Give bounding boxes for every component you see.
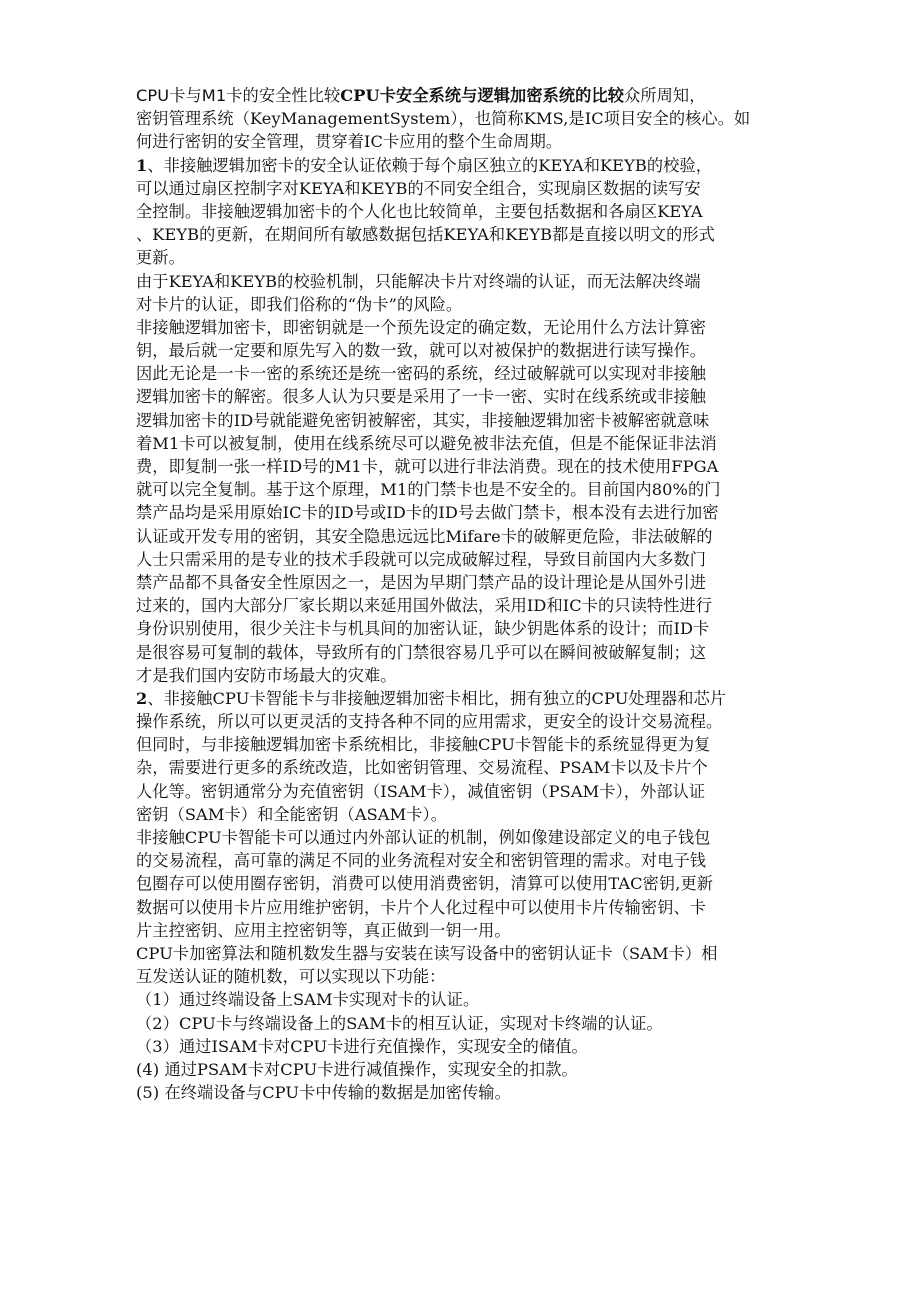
text-segment: CPU卡加密算法和随机数发生器与安装在读写设备中的密钥认证卡（SAM卡）相 [136,943,718,963]
text-segment: 着M1卡可以被复制，使用在线系统尽可以避免被非法充值，但是不能保证非法消 [136,433,717,453]
text-segment: 2 [136,688,148,708]
text-segment: 1 [136,155,148,175]
text-segment: 非接触逻辑加密卡，即密钥就是一个预先设定的确定数，无论用什么方法计算密 [136,317,707,337]
text-line [136,988,856,1011]
text-segment: 人士只需采用的是专业的技术手段就可以完成破解过程，导致目前国内大多数门 [136,549,707,569]
text-line [136,687,856,710]
text-segment: 包圈存可以使用圈存密钥，消费可以使用消费密钥，清算可以使用TAC密钥,更新 [136,874,714,894]
text-line [136,1035,856,1058]
text-line [136,548,856,571]
text-line [136,571,856,594]
text-segment: 身份识别使用，很少关注卡与机具间的加密认证，缺少钥匙体系的设计；而ID卡 [136,619,710,639]
text-line [136,432,856,455]
text-line [136,107,856,130]
text-segment: CPU卡安全系统与逻辑加密系统的比较 [340,86,625,105]
text-line [136,525,856,548]
text-line [136,664,856,687]
text-segment: 全控制。非接触逻辑加密卡的个人化也比较简单，主要包括数据和各扇区KEYA [136,201,703,221]
text-line [136,780,856,803]
text-line [136,362,856,385]
text-line [136,339,856,362]
text-segment: （2）CPU卡与终端设备上的SAM卡的相互认证，实现对卡终端的认证。 [136,1013,663,1033]
text-segment: 、非接触CPU卡智能卡与非接触逻辑加密卡相比，拥有独立的CPU处理器和芯片 [147,688,727,708]
text-line [136,849,856,872]
text-line [136,293,856,316]
text-line [136,455,856,478]
text-line [136,130,856,153]
text-line [136,270,856,293]
text-segment: 由于KEYA和KEYB的校验机制，只能解决卡片对终端的认证，而无法解决终端 [136,271,701,291]
text-line [136,872,856,895]
text-line [136,1081,856,1104]
text-line [136,385,856,408]
text-line [136,641,856,664]
text-line [136,154,856,177]
text-segment: CPU卡与M1卡的安全性比较 [136,86,341,105]
text-line [136,965,856,988]
text-segment: 的交易流程，高可靠的满足不同的业务流程对安全和密钥管理的需求。对电子钱 [136,851,707,871]
text-segment: (5) 在终端设备与CPU卡中传输的数据是加密传输。 [136,1083,511,1103]
text-line [136,409,856,432]
text-segment: 人化等。密钥通常分为充值密钥（ISAM卡），减值密钥（PSAM卡），外部认证 [136,781,706,801]
text-segment: 片主控密钥、应用主控密钥等，真正做到一钥一用。 [136,920,511,940]
text-segment: 禁产品都不具备安全性原因之一，是因为早期门禁产品的设计理论是从国外引进 [136,572,707,592]
text-segment: 逻辑加密卡的解密。很多人认为只要是采用了一卡一密、实时在线系统或非接触 [136,387,707,407]
document-body [136,84,856,1104]
text-segment: 可以通过扇区控制字对KEYA和KEYB的不同安全组合，实现扇区数据的读写安 [136,178,701,198]
text-segment: 逻辑加密卡的ID号就能避免密钥被解密，其实，非接触逻辑加密卡被解密就意味 [136,410,710,430]
text-segment: 认证或开发专用的密钥，其安全隐患远远比Mifare卡的破解更危险，非法破解的 [136,526,713,546]
text-segment: 操作系统，所以可以更灵活的支持各种不同的应用需求，更安全的设计交易流程。 [136,712,723,732]
text-line [136,896,856,919]
text-segment: 更新。 [136,248,185,268]
text-line [136,756,856,779]
text-line [136,826,856,849]
text-line [136,710,856,733]
text-segment: 、非接触逻辑加密卡的安全认证依赖于每个扇区独立的KEYA和KEYB的校验， [147,155,713,175]
text-segment: 是很容易可复制的载体，导致所有的门禁很容易几乎可以在瞬间被破解复制；这 [136,642,707,662]
text-segment: 对卡片的认证，即我们俗称的“伪卡”的风险。 [136,294,463,314]
text-line [136,1012,856,1035]
text-segment: 因此无论是一卡一密的系统还是统一密码的系统，经过破解就可以实现对非接触 [136,364,707,384]
text-segment: 但同时，与非接触逻辑加密卡系统相比，非接触CPU卡智能卡的系统显得更为复 [136,735,711,755]
text-segment: 互发送认证的随机数，可以实现以下功能： [136,967,446,987]
text-segment: 众所周知， [624,86,706,105]
text-line [136,84,856,107]
text-segment: 密钥（SAM卡）和全能密钥（ASAM卡）。 [136,804,448,824]
text-segment: （1）通过终端设备上SAM卡实现对卡的认证。 [136,990,480,1010]
text-line [136,617,856,640]
text-line [136,733,856,756]
text-segment: 就可以完全复制。基于这个原理，M1的门禁卡也是不安全的。目前国内80%的门 [136,480,721,500]
text-line [136,501,856,524]
text-segment: 何进行密钥的安全管理，贯穿着IC卡应用的整个生命周期。 [136,132,563,152]
text-segment: (4) 通过PSAM卡对CPU卡进行减值操作，实现安全的扣款。 [136,1059,578,1079]
text-segment: 数据可以使用卡片应用维护密钥，卡片个人化过程中可以使用卡片传输密钥、卡 [136,897,707,917]
text-line [136,316,856,339]
text-line [136,919,856,942]
text-line [136,803,856,826]
text-segment: 过来的，国内大部分厂家长期以来延用国外做法，采用ID和IC卡的只读特性进行 [136,596,713,616]
text-line [136,594,856,617]
text-segment: 杂，需要进行更多的系统改造，比如密钥管理、交易流程、PSAM卡以及卡片个 [136,758,708,778]
text-segment: 费，即复制一张一样ID号的M1卡，就可以进行非法消费。现在的技术使用FPGA [136,457,719,476]
text-line [136,942,856,965]
text-line [136,177,856,200]
text-segment: 密钥管理系统（KeyManagementSystem），也简称KMS,是IC项目安全的核心。如 [136,109,751,129]
text-line [136,200,856,223]
text-line [136,223,856,246]
text-line [136,1058,856,1081]
text-line [136,246,856,269]
text-segment: 、KEYB的更新，在期间所有敏感数据包括KEYA和KEYB都是直接以明文的形式 [136,225,715,245]
text-segment: （3）通过ISAM卡对CPU卡进行充值操作，实现安全的储值。 [136,1036,588,1056]
text-segment: 禁产品均是采用原始IC卡的ID号或ID卡的ID号去做门禁卡，根本没有去进行加密 [136,503,719,523]
text-segment: 钥，最后就一定要和原先写入的数一致，就可以对被保护的数据进行读写操作。 [136,341,707,361]
text-segment: 才是我们国内安防市场最大的灾难。 [136,665,397,685]
text-segment: 非接触CPU卡智能卡可以通过内外部认证的机制，例如像建设部定义的电子钱包 [136,828,711,847]
text-line [136,478,856,501]
